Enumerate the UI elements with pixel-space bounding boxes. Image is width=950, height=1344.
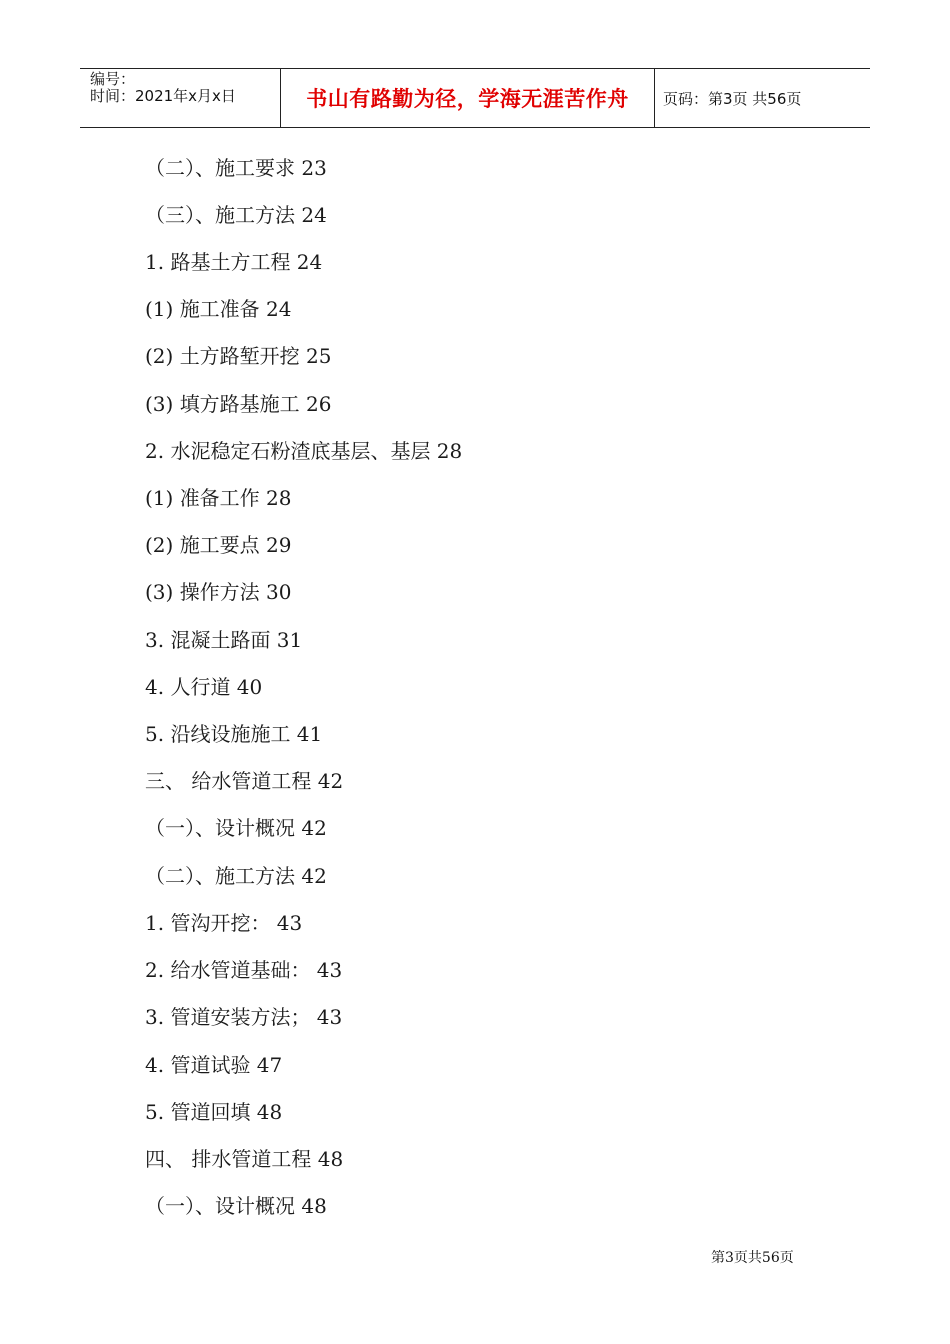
toc-entry: 3. 管道安装方法； 43 — [145, 1005, 343, 1029]
toc-entry: 2. 水泥稳定石粉渣底基层、基层 28 — [145, 439, 463, 463]
toc-entry: (3) 填方路基施工 26 — [145, 392, 332, 416]
toc-entry: 5. 管道回填 48 — [145, 1100, 283, 1124]
toc-entry: (1) 施工准备 24 — [145, 297, 292, 321]
toc-entry: 1. 路基土方工程 24 — [145, 250, 323, 274]
toc-entry: 2. 给水管道基础： 43 — [145, 958, 343, 982]
toc-entry: 三、 给水管道工程 42 — [145, 769, 344, 793]
toc-entry: （一）、设计概况 42 — [145, 816, 327, 840]
toc-entry: 四、 排水管道工程 48 — [145, 1147, 344, 1171]
date-label: 时间：2021年x月x日 — [90, 87, 236, 105]
page-footer: 第3页共56页 — [711, 1250, 794, 1266]
toc-entry: (2) 施工要点 29 — [145, 533, 292, 557]
toc-entry: 4. 人行道 40 — [145, 675, 263, 699]
header-page-number: 页码：第3页 共56页 — [663, 89, 802, 108]
toc-entry: 5. 沿线设施施工 41 — [145, 722, 323, 746]
toc-entry: 4. 管道试验 47 — [145, 1053, 283, 1077]
toc-entry: (1) 准备工作 28 — [145, 486, 292, 510]
toc-entry: （二）、施工方法 42 — [145, 864, 327, 888]
toc-entry: (3) 操作方法 30 — [145, 580, 292, 604]
doc-number-label: 编号： — [90, 70, 136, 88]
toc-entry: (2) 土方路堑开挖 25 — [145, 344, 332, 368]
toc-entry: （三）、施工方法 24 — [145, 203, 327, 227]
header-motto: 书山有路勤为径，学海无涯苦作舟 — [281, 69, 655, 127]
toc-entry: 3. 混凝土路面 31 — [145, 628, 303, 652]
toc-entry: 1. 管沟开挖： 43 — [145, 911, 303, 935]
toc-entry: （二）、施工要求 23 — [145, 156, 327, 180]
toc-entry: （一）、设计概况 48 — [145, 1194, 327, 1218]
